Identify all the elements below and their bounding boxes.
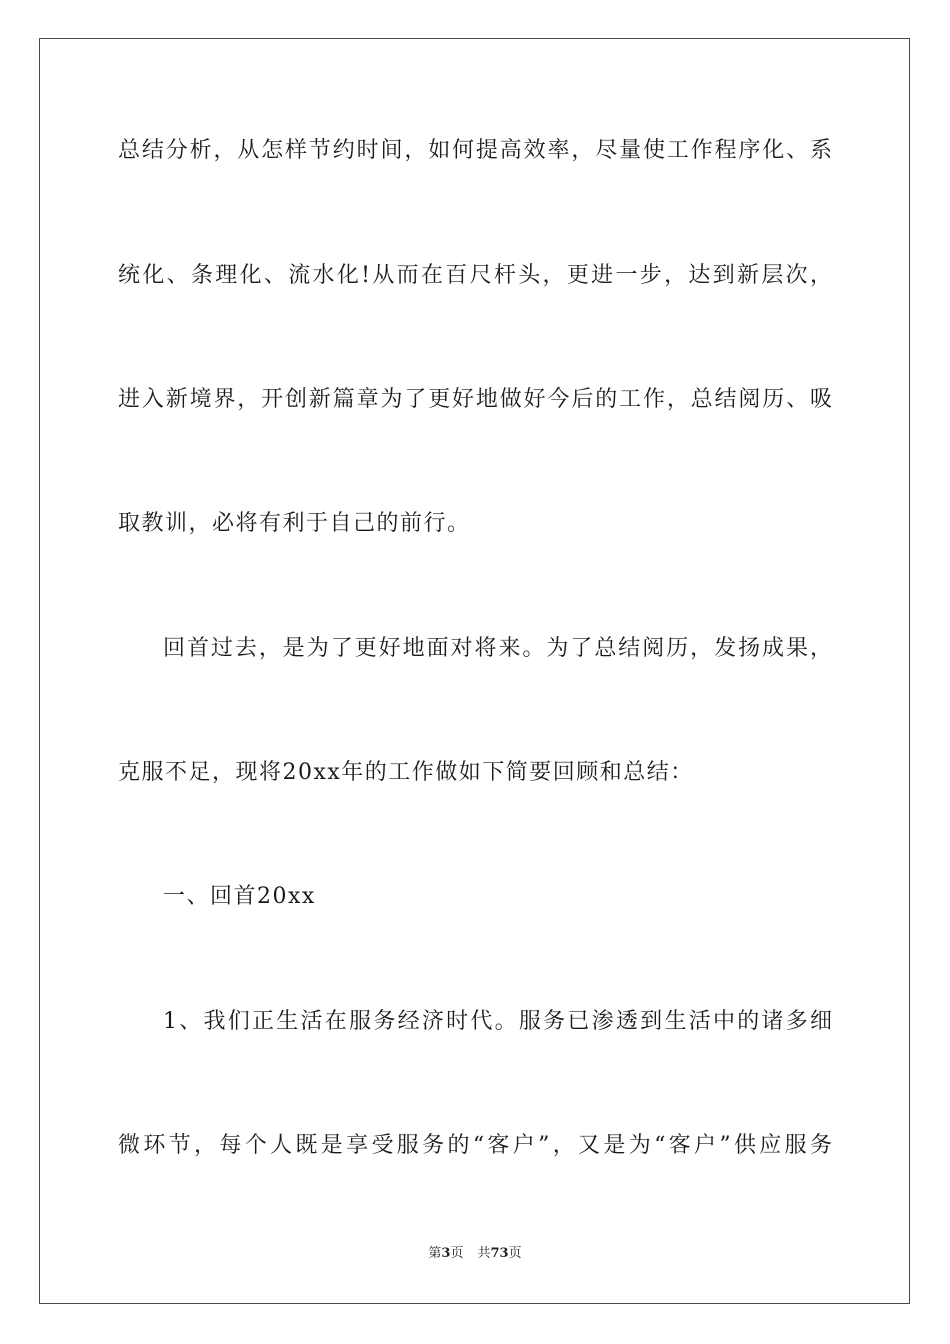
page-prefix: 第	[428, 1246, 442, 1261]
text-line-9: 微环节，每个人既是享受服务的“客户”，又是为“客户”供应服务	[118, 1133, 832, 1158]
page-footer	[0, 1246, 950, 1262]
page-suffix: 页	[450, 1246, 464, 1261]
text-line-5: 回首过去，是为了更好地面对将来。为了总结阅历，发扬成果，	[163, 636, 832, 661]
page-number: 3	[441, 1246, 451, 1261]
text-line-4: 取教训，必将有利于自己的前行。	[118, 511, 471, 536]
text-line-6: 克服不足，现将20xx年的工作做如下简要回顾和总结：	[118, 760, 694, 785]
page-frame	[39, 38, 910, 1304]
total-prefix: 共	[477, 1246, 491, 1261]
section-heading: 一、回首20xx	[163, 884, 316, 909]
text-line-3: 进入新境界，开创新篇章为了更好地做好今后的工作，总结阅历、吸	[118, 387, 832, 412]
text-line-8: 1、我们正生活在服务经济时代。服务已渗透到生活中的诸多细	[163, 1009, 832, 1034]
total-suffix: 页	[508, 1246, 522, 1261]
text-line-1: 总结分析，从怎样节约时间，如何提高效率，尽量使工作程序化、系	[118, 138, 832, 163]
total-pages: 73	[490, 1246, 509, 1261]
text-line-2: 统化、条理化、流水化!从而在百尺杆头，更进一步，达到新层次，	[118, 263, 832, 288]
